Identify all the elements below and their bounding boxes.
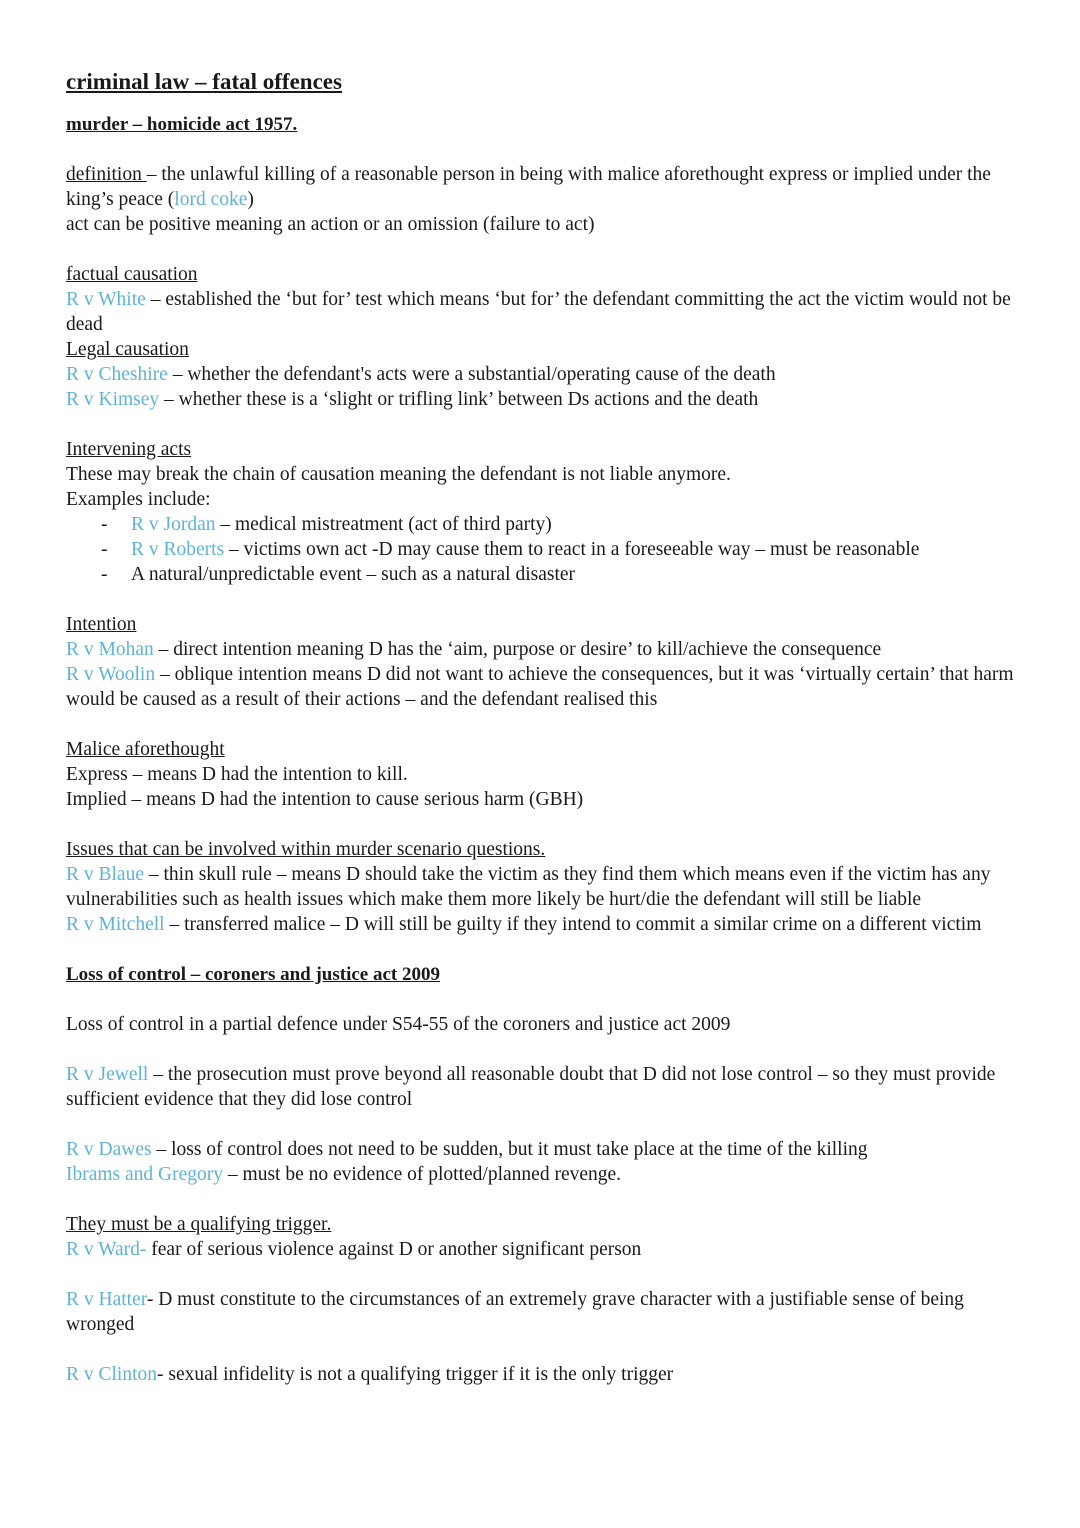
case-white-paragraph: R v White – established the ‘but for’ test which means ‘but for’ the defendant committing the act the victim would not be dead	[66, 289, 1011, 335]
factual-causation-heading: factual causation	[66, 264, 198, 285]
intervening-acts-heading: Intervening acts	[66, 439, 192, 460]
case-cheshire-paragraph: R v Cheshire – whether the defendant's acts were a substantial/operating cause of the death	[66, 364, 776, 385]
list-item: - R v Jordan – medical mistreatment (act of third party)	[101, 512, 1026, 537]
case-ibrams-paragraph: Ibrams and Gregory – must be no evidence of plotted/planned revenge.	[66, 1164, 622, 1185]
case-dawes-paragraph: R v Dawes – loss of control does not need to be sudden, but it must take place at the time of the killing	[66, 1139, 868, 1160]
case-cheshire: R v Cheshire	[66, 364, 168, 385]
malice-express: Express – means D had the intention to kill.	[66, 764, 408, 785]
case-hatter: R v Hatter	[66, 1289, 147, 1310]
case-hatter-paragraph: R v Hatter- D must constitute to the circumstances of an extremely grave character with a justifiable sense of being wronged	[66, 1289, 964, 1335]
legal-causation-heading: Legal causation	[66, 339, 189, 360]
issues-heading: Issues that can be involved within murder scenario questions.	[66, 839, 546, 860]
case-clinton-paragraph: R v Clinton- sexual infidelity is not a qualifying trigger if it is the only trigger	[66, 1364, 674, 1385]
case-jewell: R v Jewell	[66, 1064, 149, 1085]
case-white: R v White	[66, 289, 146, 310]
loss-of-control-intro: Loss of control in a partial defence under S54-55 of the coroners and justice act 2009	[66, 1014, 731, 1035]
case-blaue: R v Blaue	[66, 864, 144, 885]
case-clinton: R v Clinton	[66, 1364, 158, 1385]
case-mohan-paragraph: R v Mohan – direct intention meaning D has the ‘aim, purpose or desire’ to kill/achieve the consequence	[66, 639, 882, 660]
case-mitchell: R v Mitchell	[66, 914, 165, 935]
case-roberts: R v Roberts	[131, 539, 225, 560]
case-dawes: R v Dawes	[66, 1139, 152, 1160]
malice-heading: Malice aforethought	[66, 739, 225, 760]
act-line: act can be positive meaning an action or an omission (failure to act)	[66, 214, 595, 235]
case-ibrams: Ibrams and Gregory	[66, 1164, 224, 1185]
intervening-line-2: Examples include:	[66, 489, 211, 510]
document-page	[66, 66, 1026, 1387]
malice-implied: Implied – means D had the intention to cause serious harm (GBH)	[66, 789, 584, 810]
definition-paragraph: definition – the unlawful killing of a reasonable person in being with malice aforethought express or implied under the king’s peace (lord coke)	[66, 164, 991, 210]
intention-heading: Intention	[66, 614, 137, 635]
case-woolin-paragraph: R v Woolin – oblique intention means D did not want to achieve the consequences, but it was ‘virtually certain’ that harm would be caused as a result of their actions – and the defendant realised this	[66, 664, 1014, 710]
case-mohan: R v Mohan	[66, 639, 154, 660]
case-blaue-paragraph: R v Blaue – thin skull rule – means D should take the victim as they find them which means even if the victim has any vulnerabilities such as health issues which make them more likely be hurt/die the defendant will still be liable	[66, 864, 991, 910]
case-lord-coke: lord coke	[174, 189, 248, 210]
list-item: - A natural/unpredictable event – such as a natural disaster	[101, 562, 1026, 587]
case-kimsey-paragraph: R v Kimsey – whether these is a ‘slight or trifling link’ between Ds actions and the death	[66, 389, 759, 410]
murder-heading: murder – homicide act 1957.	[66, 114, 298, 135]
list-item: - R v Roberts – victims own act -D may cause them to react in a foreseeable way – must be reasonable	[101, 537, 1026, 562]
page-title: criminal law – fatal offences	[66, 69, 342, 94]
case-ward-paragraph: R v Ward- fear of serious violence against D or another significant person	[66, 1239, 642, 1260]
definition-label: definition	[66, 164, 147, 185]
intervening-examples-list	[66, 512, 1026, 587]
case-jewell-paragraph: R v Jewell – the prosecution must prove beyond all reasonable doubt that D did not lose control – so they must provide sufficient evidence that they did lose control	[66, 1064, 996, 1110]
case-woolin: R v Woolin	[66, 664, 156, 685]
case-kimsey: R v Kimsey	[66, 389, 160, 410]
qualifying-trigger-heading: They must be a qualifying trigger.	[66, 1214, 332, 1235]
case-jordan: R v Jordan	[131, 514, 216, 535]
intervening-line-1: These may break the chain of causation meaning the defendant is not liable anymore.	[66, 464, 731, 485]
case-ward: R v Ward-	[66, 1239, 147, 1260]
loss-of-control-heading: Loss of control – coroners and justice act 2009	[66, 964, 440, 985]
case-mitchell-paragraph: R v Mitchell – transferred malice – D will still be guilty if they intend to commit a similar crime on a different victim	[66, 914, 982, 935]
